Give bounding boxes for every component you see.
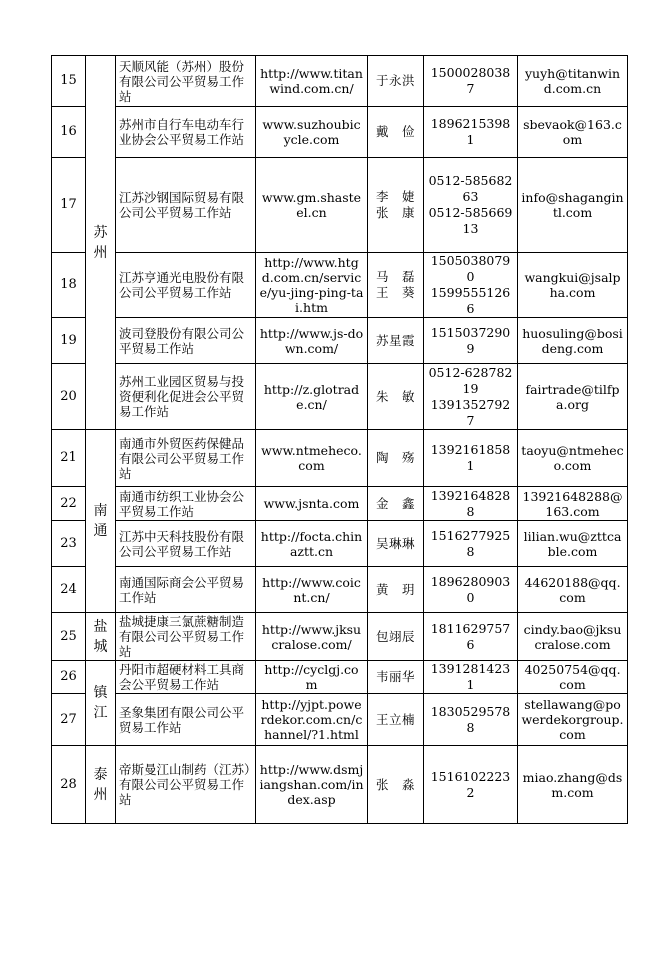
- station-name: 丹阳市超硬材料工具商会公平贸易工作站: [116, 661, 256, 694]
- phone-number: 13913527927: [430, 396, 511, 428]
- phone-number: 18116297576: [430, 620, 511, 652]
- contact-person: [368, 253, 424, 318]
- email-address[interactable]: 44620188@qq.com: [518, 567, 628, 613]
- contact-person: [368, 158, 424, 253]
- row-number: 28: [52, 746, 86, 824]
- row-number: 18: [52, 253, 86, 318]
- email-address[interactable]: wangkui@jsalpha.com: [518, 253, 628, 318]
- city-char: 苏: [93, 224, 108, 241]
- city-cell: [86, 430, 116, 613]
- phone-number: 15050380790: [430, 253, 511, 284]
- contact-person: [368, 521, 424, 567]
- table-row: [52, 158, 628, 253]
- website-link[interactable]: http://yjpt.powerdekor.com.cn/channel/?1.html: [256, 694, 368, 746]
- phone-cell: [424, 487, 518, 521]
- station-name: 江苏中天科技股份有限公司公平贸易工作站: [116, 521, 256, 567]
- table-row: [52, 567, 628, 613]
- contact-person: [368, 613, 424, 661]
- phone-cell: [424, 430, 518, 487]
- row-number: 22: [52, 487, 86, 521]
- phone-number: 18962809030: [430, 573, 511, 605]
- phone-number: 18962153981: [430, 116, 511, 147]
- fair-trade-station-table: [51, 55, 628, 824]
- city-char: 泰: [93, 766, 108, 783]
- table-row: [52, 253, 628, 318]
- contact-name: 张 淼: [375, 776, 415, 792]
- city-char: 城: [93, 638, 108, 655]
- contact-name: 李 婕: [375, 189, 415, 204]
- table-row: [52, 521, 628, 567]
- website-link[interactable]: http://z.glotrade.cn/: [256, 364, 368, 430]
- row-number: 25: [52, 613, 86, 661]
- table-row: [52, 364, 628, 430]
- website-link[interactable]: http://cyclgj.com: [256, 661, 368, 694]
- city-cell: [86, 56, 116, 430]
- phone-number: 15995551266: [430, 285, 511, 316]
- contact-name: 王 葵: [375, 285, 415, 300]
- contact-name: 韦丽华: [375, 669, 415, 684]
- table-row: [52, 56, 628, 107]
- table-row: [52, 613, 628, 661]
- website-link[interactable]: http://www.htgd.com.cn/service/yu-jing-ping-tai.htm: [256, 253, 368, 318]
- phone-number: 13912814231: [430, 661, 511, 692]
- phone-number: 13921648288: [430, 487, 511, 519]
- contact-person: [368, 567, 424, 613]
- contact-name: 张 康: [375, 205, 415, 220]
- contact-name: 包翊辰: [375, 628, 415, 644]
- contact-name: 苏星霞: [375, 332, 415, 348]
- table-row: [52, 107, 628, 158]
- website-link[interactable]: www.gm.shasteel.cn: [256, 158, 368, 253]
- phone-cell: [424, 521, 518, 567]
- contact-name: 于永洪: [375, 73, 415, 88]
- contact-person: [368, 661, 424, 694]
- station-name: 苏州市自行车电动车行业协会公平贸易工作站: [116, 107, 256, 158]
- station-name: 帝斯曼江山制药（江苏）有限公司公平贸易工作站: [116, 746, 256, 824]
- city-char: 南: [93, 503, 108, 519]
- contact-person: [368, 56, 424, 107]
- city-char: 州: [93, 786, 108, 803]
- website-link[interactable]: http://www.dsmjiangshan.com/index.asp: [256, 746, 368, 824]
- phone-cell: [424, 158, 518, 253]
- city-cell: [86, 661, 116, 746]
- table-row: [52, 318, 628, 364]
- contact-person: [368, 107, 424, 158]
- phone-number: 0512-62878219: [428, 364, 513, 396]
- email-address[interactable]: stellawang@powerdekorgroup.com: [518, 694, 628, 746]
- station-name: 南通国际商会公平贸易工作站: [116, 567, 256, 613]
- website-link[interactable]: www.ntmeheco.com: [256, 430, 368, 487]
- phone-cell: [424, 107, 518, 158]
- website-link[interactable]: http://www.jksucralose.com/: [256, 613, 368, 661]
- phone-cell: [424, 567, 518, 613]
- row-number: 16: [52, 107, 86, 158]
- email-address[interactable]: sbevaok@163.com: [518, 107, 628, 158]
- email-address[interactable]: lilian.wu@zttcable.com: [518, 521, 628, 567]
- contact-name: 戴 俭: [375, 124, 415, 139]
- row-number: 17: [52, 158, 86, 253]
- contact-name: 王立楠: [375, 711, 415, 727]
- phone-cell: [424, 746, 518, 824]
- station-name: 圣象集团有限公司公平贸易工作站: [116, 694, 256, 746]
- phone-cell: [424, 694, 518, 746]
- website-link[interactable]: http://www.js-down.com/: [256, 318, 368, 364]
- city-char: 通: [93, 523, 108, 539]
- phone-number: 15000280387: [430, 65, 511, 96]
- contact-name: 吴琳琳: [375, 535, 415, 551]
- phone-number: 13921618581: [430, 442, 511, 473]
- phone-number: 0512-58568263: [428, 173, 513, 204]
- phone-cell: [424, 661, 518, 694]
- contact-person: [368, 364, 424, 430]
- contact-name: 金 鑫: [375, 495, 415, 511]
- phone-number: 15150372909: [430, 324, 511, 356]
- table-row: [52, 746, 628, 824]
- table-row: [52, 430, 628, 487]
- email-address[interactable]: info@shagangintl.com: [518, 158, 628, 253]
- phone-number: 18305295788: [430, 703, 511, 735]
- station-name: 南通市纺织工业协会公平贸易工作站: [116, 487, 256, 521]
- phone-cell: [424, 56, 518, 107]
- email-address[interactable]: miao.zhang@dsm.com: [518, 746, 628, 824]
- email-address[interactable]: taoyu@ntmeheco.com: [518, 430, 628, 487]
- contact-person: [368, 430, 424, 487]
- contact-name: 朱 敏: [375, 388, 415, 404]
- contact-person: [368, 487, 424, 521]
- phone-number: 15161022232: [430, 768, 511, 800]
- row-number: 21: [52, 430, 86, 487]
- city-char: 盐: [93, 618, 108, 635]
- phone-cell: [424, 613, 518, 661]
- email-address[interactable]: cindy.bao@jksucralose.com: [518, 613, 628, 661]
- contact-name: 陶 殇: [375, 450, 415, 465]
- phone-cell: [424, 318, 518, 364]
- city-cell: [86, 613, 116, 661]
- station-name: 苏州工业园区贸易与投资便利化促进会公平贸易工作站: [116, 364, 256, 430]
- station-name: 南通市外贸医药保健品有限公司公平贸易工作站: [116, 430, 256, 487]
- row-number: 23: [52, 521, 86, 567]
- phone-number: 15162779258: [430, 527, 511, 559]
- email-address[interactable]: huosuling@bosideng.com: [518, 318, 628, 364]
- row-number: 19: [52, 318, 86, 364]
- email-address[interactable]: fairtrade@tilfpa.org: [518, 364, 628, 430]
- contact-name: 马 磊: [375, 269, 415, 284]
- website-link[interactable]: http://www.coicnt.cn/: [256, 567, 368, 613]
- row-number: 27: [52, 694, 86, 746]
- website-link[interactable]: http://www.titanwind.com.cn/: [256, 56, 368, 107]
- email-address[interactable]: yuyh@titanwind.com.cn: [518, 56, 628, 107]
- phone-number: 0512-58566913: [428, 205, 513, 236]
- website-link[interactable]: www.jsnta.com: [256, 487, 368, 521]
- contact-person: [368, 318, 424, 364]
- table-row: [52, 487, 628, 521]
- table-row: [52, 694, 628, 746]
- email-address[interactable]: 40250754@qq.com: [518, 661, 628, 694]
- city-char: 镇: [93, 685, 108, 701]
- city-cell: [86, 746, 116, 824]
- table-row: [52, 661, 628, 694]
- row-number: 20: [52, 364, 86, 430]
- contact-person: [368, 694, 424, 746]
- station-name: 天顺风能（苏州）股份有限公司公平贸易工作站: [116, 56, 256, 107]
- station-name: 江苏沙钢国际贸易有限公司公平贸易工作站: [116, 158, 256, 253]
- website-link[interactable]: http://focta.chinaztt.cn: [256, 521, 368, 567]
- row-number: 24: [52, 567, 86, 613]
- station-name: 江苏亨通光电股份有限公司公平贸易工作站: [116, 253, 256, 318]
- row-number: 26: [52, 661, 86, 694]
- website-link[interactable]: www.suzhoubicycle.com: [256, 107, 368, 158]
- station-name: 盐城捷康三氯蔗糖制造有限公司公平贸易工作站: [116, 613, 256, 661]
- phone-cell: [424, 364, 518, 430]
- city-char: 江: [93, 705, 108, 721]
- contact-name: 黄 玥: [375, 581, 415, 597]
- phone-cell: [424, 253, 518, 318]
- contact-person: [368, 746, 424, 824]
- station-name: 波司登股份有限公司公平贸易工作站: [116, 318, 256, 364]
- email-address[interactable]: 13921648288@163.com: [518, 487, 628, 521]
- city-char: 州: [93, 244, 108, 261]
- row-number: 15: [52, 56, 86, 107]
